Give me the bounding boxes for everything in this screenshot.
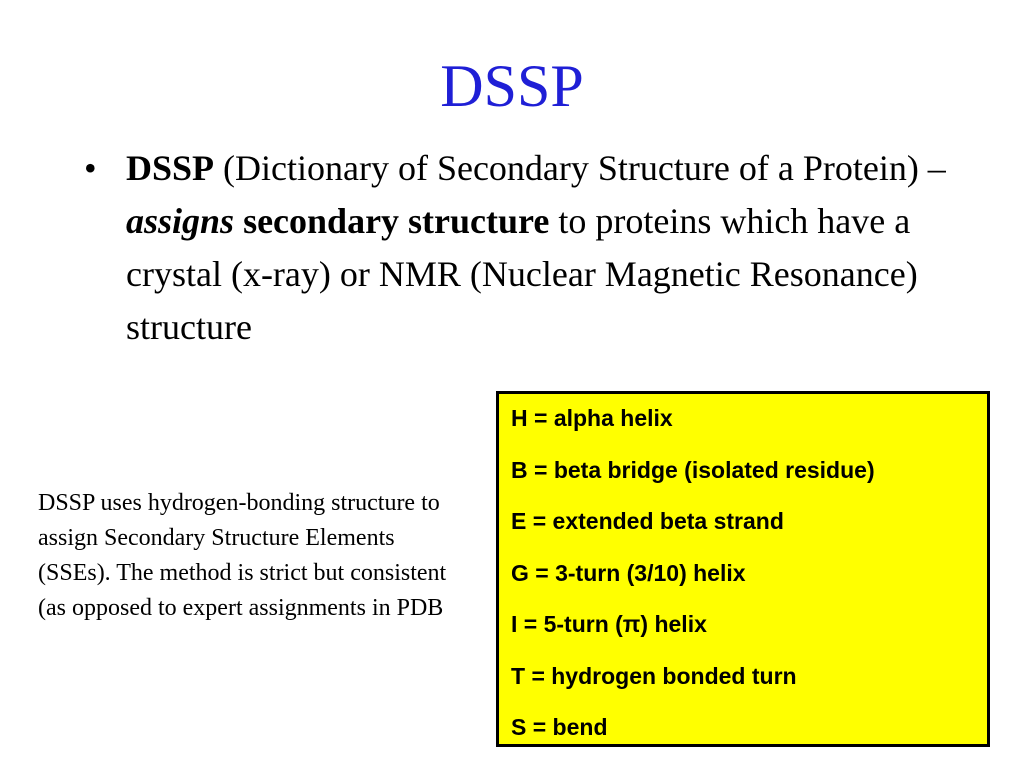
bullet-text-part-3: to proteins which have a crystal (x-ray) or NMR (Nuclear Magnetic Resonance) structure [126,201,918,347]
side-note: DSSP uses hydrogen-bonding structure to assign Secondary Structure Elements (SSEs). The method is strict but consistent (as opposed to expert assignments in PDB [38,490,447,621]
legend-item-i: I = 5-turn (π) helix [511,611,707,637]
legend-item-b: B = beta bridge (isolated residue) [511,456,875,483]
legend-item-g: G = 3-turn (3/10) helix [511,559,746,586]
bullet-emphasis-italic: assigns [126,201,235,241]
bullet-list [84,142,964,354]
bullet-icon: • [84,148,97,188]
legend-item-s: S = bend [511,714,608,740]
slide-title: DSSP [440,53,584,119]
bullet-emphasis-bold: secondary structure [243,201,550,241]
legend-item-h: H = alpha helix [511,405,673,431]
bullet-item [84,142,964,354]
bullet-text-part-2 [234,201,243,241]
legend-box [496,391,990,747]
legend-item-t: T = hydrogen bonded turn [511,662,797,689]
bullet-term: DSSP [126,148,215,188]
legend-item-e: E = extended beta strand [511,508,784,534]
bullet-text-part-1: (Dictionary of Secondary Structure of a Protein) – [214,148,946,188]
